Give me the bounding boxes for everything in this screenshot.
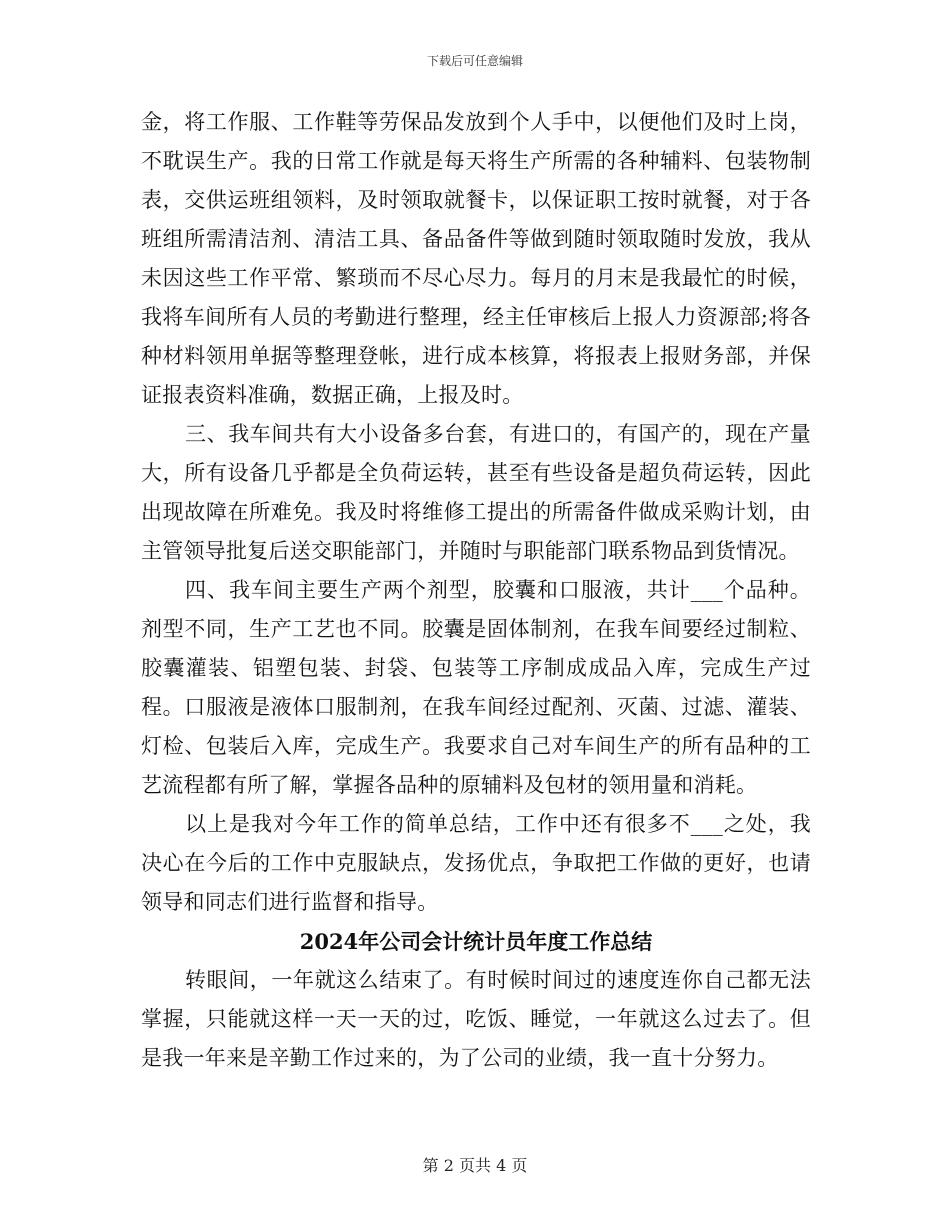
paragraph-intro: 转眼间，一年就这么结束了。有时候时间过的速度连你自己都无法掌握，只能就这样一天一天的过，吃饭、睡觉，一年就这么过去了。但是我一年来是辛勤工作过来的，为了公司的业绩，我一直十分努力。 bbox=[141, 968, 811, 1070]
paragraph-section-three: 三、我车间共有大小设备多台套，有进口的，有国产的，现在产量大，所有设备几乎都是全负荷运转，甚至有些设备是超负荷运转，因此出现故障在所难免。我及时将维修工提出的所需备件做成采购计划，由主管领导批复后送交职能部门，并随时与职能部门联系物品到货情况。 bbox=[141, 422, 811, 563]
section-title: 2024年公司会计统计员年度工作总结 bbox=[299, 929, 653, 954]
page-header: 下载后可任意编辑 bbox=[426, 54, 523, 68]
paragraph-continued: 金，将工作服、工作鞋等劳保品发放到个人手中，以便他们及时上岗，不耽误生产。我的日常工作就是每天将生产所需的各种辅料、包装物制表，交供运班组领料，及时领取就餐卡，以保证职工按时就餐，对于各班组所需清洁剂、清洁工具、备品备件等做到随时领取随时发放，我从未因这些工作平常、繁琐而不尽心尽力。每月的月末是我最忙的时候，我将车间所有人员的考勤进行整理，经主任审核后上报人力资源部;将各种材料领用单据等整理登帐，进行成本核算，将报表上报财务部，并保证报表资料准确，数据正确，上报及时。 bbox=[141, 110, 811, 407]
page-footer: 第 2 页共 4 页 bbox=[422, 1156, 528, 1175]
document-body bbox=[141, 103, 811, 1078]
paragraph-section-four: 四、我车间主要生产两个剂型，胶囊和口服液，共计___个品种。剂型不同，生产工艺也不同。胶囊是固体制剂，在我车间要经过制粒、胶囊灌装、铝塑包装、封袋、包装等工序制成成品入库，完成生产过程。口服液是液体口服制剂，在我车间经过配剂、灭菌、过滤、灌装、灯检、包装后入库，完成生产。我要求自己对车间生产的所有品种的工艺流程都有所了解，掌握各品种的原辅料及包材的领用量和消耗。 bbox=[141, 578, 811, 797]
paragraph-conclusion: 以上是我对今年工作的简单总结，工作中还有很多不___之处，我决心在今后的工作中克服缺点，发扬优点，争取把工作做的更好，也请领导和同志们进行监督和指导。 bbox=[141, 812, 811, 914]
